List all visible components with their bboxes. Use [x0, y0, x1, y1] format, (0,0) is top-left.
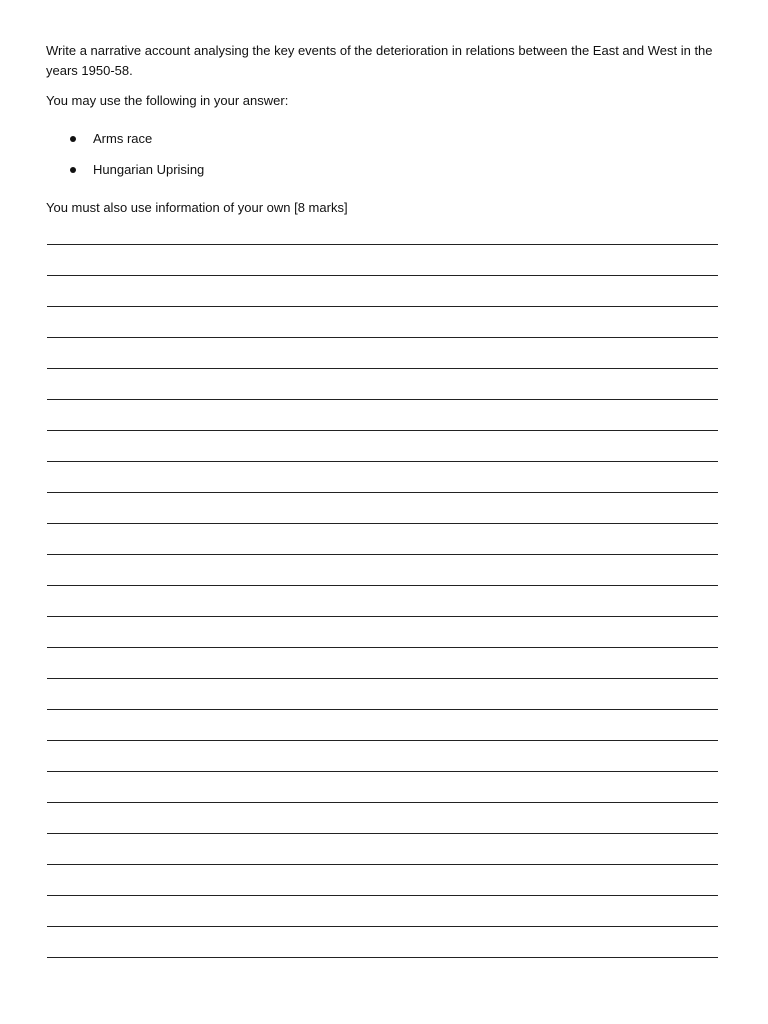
- bullet-icon: [70, 136, 76, 142]
- answer-line[interactable]: [47, 678, 718, 679]
- answer-line[interactable]: [47, 337, 718, 338]
- answer-line[interactable]: [47, 740, 718, 741]
- marks-note: You must also use information of your own [8 marks]: [46, 200, 348, 215]
- question-instruction: You may use the following in your answer:: [46, 93, 289, 108]
- answer-line[interactable]: [47, 647, 718, 648]
- question-prompt: Write a narrative account analysing the key events of the deterioration in relations between the East and West in the years 1950-58.: [46, 43, 713, 78]
- answer-line[interactable]: [47, 306, 718, 307]
- answer-line[interactable]: [47, 771, 718, 772]
- bullet-icon: [70, 167, 76, 173]
- hint-text: Arms race: [93, 131, 153, 146]
- answer-line[interactable]: [47, 244, 718, 245]
- answer-line[interactable]: [47, 492, 718, 493]
- answer-line[interactable]: [47, 864, 718, 865]
- answer-line[interactable]: [47, 616, 718, 617]
- answer-line[interactable]: [47, 399, 718, 400]
- answer-line[interactable]: [47, 430, 718, 431]
- answer-line[interactable]: [47, 926, 718, 927]
- answer-line[interactable]: [47, 461, 718, 462]
- answer-line[interactable]: [47, 802, 718, 803]
- answer-line[interactable]: [47, 275, 718, 276]
- answer-line[interactable]: [47, 833, 718, 834]
- hint-text: Hungarian Uprising: [93, 162, 205, 177]
- answer-line[interactable]: [47, 554, 718, 555]
- answer-line[interactable]: [47, 523, 718, 524]
- answer-line[interactable]: [47, 709, 718, 710]
- answer-line[interactable]: [47, 368, 718, 369]
- answer-line[interactable]: [47, 585, 718, 586]
- answer-line[interactable]: [47, 957, 718, 958]
- answer-line[interactable]: [47, 895, 718, 896]
